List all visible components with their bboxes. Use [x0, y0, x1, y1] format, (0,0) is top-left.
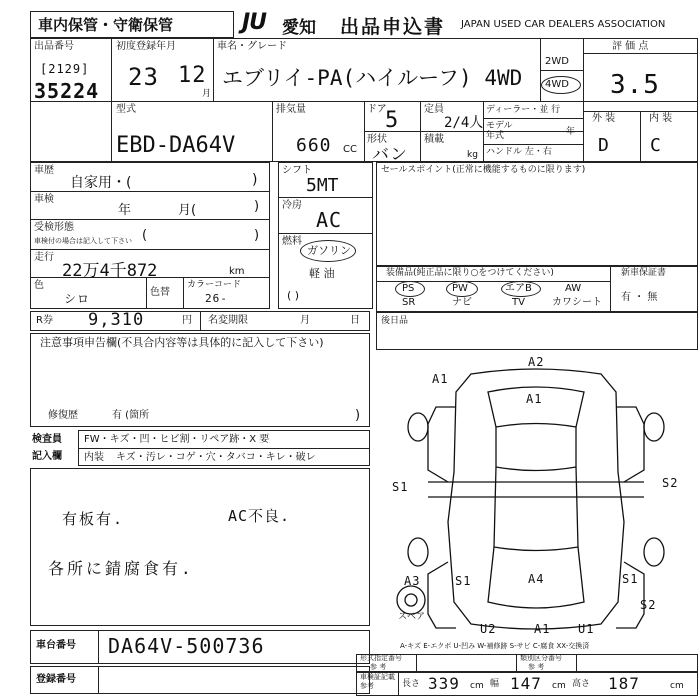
exterior-items: FW・キズ・凹・ヒビ割・リペア跡・X 要 — [84, 434, 270, 445]
year-unit: 年 — [566, 127, 576, 137]
warranty-label: 新車保証書 — [621, 268, 667, 278]
rename-label: 名変期限 — [208, 315, 248, 326]
history-close: ) — [252, 172, 258, 188]
interior-row-label: 内装 — [84, 452, 104, 463]
reg-no-frame — [30, 666, 370, 694]
listing-bracket: [2129] — [40, 62, 90, 76]
eq-tv: TV — [512, 297, 525, 308]
damage-mark: U2 — [480, 622, 497, 636]
damage-mark: A2 — [528, 355, 545, 369]
first-reg-year: 23 — [128, 63, 159, 91]
capacity-label: 定員 — [424, 104, 444, 115]
kg-unit: kg — [467, 150, 478, 160]
payload-label: 積載 — [424, 134, 444, 145]
association-name: JAPAN USED CAR DEALERS ASSOCIATION — [461, 19, 666, 30]
interior-items: キズ・汚レ・コゲ・穴・タバコ・キレ・破レ — [116, 452, 316, 463]
damage-mark: S1 — [455, 574, 472, 588]
displacement: 660 — [296, 135, 332, 156]
drive-2wd: 2WD — [545, 56, 569, 67]
ac: AC — [316, 208, 343, 232]
drive-4wd: 4WD — [545, 79, 569, 90]
length-label: 長さ — [402, 679, 421, 689]
damage-mark: S2 — [662, 476, 679, 490]
type-designation-label: 形式指定番号 — [360, 654, 402, 662]
damage-mark: S1 — [622, 572, 639, 586]
interior-label: 内 装 — [649, 113, 673, 124]
name-grade: エブリイ-PA(ハイルーフ) 4WD — [222, 66, 523, 90]
width-label: 幅 — [490, 679, 500, 689]
damage-mark: A1 — [432, 372, 449, 386]
mileage: 22万4千872 — [62, 261, 158, 281]
damage-mark: S2 — [640, 598, 657, 612]
length-unit: cm — [470, 681, 484, 691]
handle-label: ハンドル 左・右 — [486, 147, 552, 157]
shape-label: 形状 — [367, 134, 387, 145]
model-year-label: モデル 年式 — [486, 121, 513, 141]
category-label: 類別区分番号 — [520, 654, 562, 662]
mileage-label: 走行 — [34, 252, 54, 263]
paint-label: 色替 — [150, 287, 170, 298]
damage-mark: S1 — [392, 480, 409, 494]
exterior-label: 外 装 — [592, 113, 616, 124]
fuel-paren: ( ) — [287, 289, 300, 302]
rename-month: 月 — [300, 315, 310, 326]
damage-mark: A1 — [526, 392, 543, 406]
dealer-label: ディーラー・並 行 — [486, 105, 561, 115]
warranty-value: 有 ・ 無 — [621, 292, 658, 303]
sales-label: セールスポイント(正常に機能するものに限ります) — [381, 165, 586, 175]
back-seat-label: 後日品 — [381, 316, 409, 326]
dimensions-label: 車検証記載 参考 — [360, 673, 395, 690]
acceptance-label: 受検形態 — [34, 222, 74, 233]
org-name: 愛知 — [282, 18, 316, 38]
category-sub: 参 考 — [528, 663, 545, 671]
eq-kawa: カワシート — [552, 297, 602, 308]
damage-mark: A1 — [534, 622, 551, 636]
reg-no-label: 登録番号 — [36, 674, 76, 685]
history-label: 車歴 — [34, 165, 54, 176]
handwritten-area — [30, 468, 370, 626]
entry-label: 記入欄 — [32, 451, 62, 462]
recycle-label: R券 — [36, 315, 53, 326]
acceptance-open: ( — [142, 228, 148, 243]
eq-ps: PS — [402, 283, 415, 294]
eq-aw: AW — [565, 283, 582, 294]
color: シロ — [64, 292, 91, 306]
shift: 5MT — [306, 175, 339, 196]
damage-mark: A3 — [404, 574, 421, 588]
eq-navi: ナビ — [452, 297, 472, 308]
km-unit: km — [229, 266, 245, 277]
capacity: 2/4人 — [444, 115, 484, 131]
model: EBD-DA64V — [116, 133, 236, 158]
back-seat-frame — [376, 312, 698, 350]
length: 339 — [428, 674, 460, 693]
eq-pw: PW — [452, 283, 468, 294]
rename-day: 日 — [350, 315, 360, 326]
first-reg-month-unit: 月 — [202, 89, 212, 99]
inspection-close: ) — [254, 199, 260, 214]
recycle-amount: 9,310 — [88, 310, 145, 330]
history-value: 自家用・( — [70, 175, 132, 191]
yen-unit: 円 — [182, 315, 192, 326]
eq-sr: SR — [402, 297, 416, 308]
damage-mark: A4 — [528, 572, 545, 586]
interior-grade: C — [650, 135, 662, 156]
repair-close: ) — [355, 408, 361, 423]
ac-label: 冷房 — [282, 200, 302, 211]
color-code-label: カラーコード — [187, 280, 242, 290]
name-grade-label: 車名・グレード — [217, 41, 287, 52]
repair-value: 有 (箇所 — [112, 410, 150, 421]
exterior-grade: D — [598, 135, 610, 156]
listing-no-label: 出品番号 — [34, 41, 74, 52]
acceptance-note: 車検付の場合は記入して下さい — [34, 237, 132, 245]
storage-label: 車内保管・守衛保管 — [38, 16, 174, 34]
first-reg-label: 初度登録年月 — [116, 41, 176, 52]
displacement-label: 排気量 — [276, 104, 306, 115]
sales-frame — [376, 162, 698, 266]
height-unit: cm — [670, 681, 684, 691]
score-label: 評 価 点 — [612, 41, 649, 52]
damage-legend: A-キズ E-エクボ U-凹み W-補修跡 S-サビ C-腐食 XX-交換済 — [400, 642, 590, 650]
width-unit: cm — [552, 681, 566, 691]
ju-logo-text: JU — [242, 10, 267, 35]
model-label: 型式 — [116, 104, 136, 115]
chassis-label: 車台番号 — [36, 640, 76, 651]
ju-logo — [242, 10, 266, 35]
shift-label: シフト — [282, 165, 312, 176]
chassis: DA64V-500736 — [108, 634, 265, 658]
form-title: 出品申込書 — [340, 16, 446, 38]
inspection-month: 月( — [178, 203, 197, 218]
equipment-label: 装備品(純正品に限り○をつけてください) — [386, 268, 554, 278]
spare-label: スペア — [398, 612, 426, 622]
fuel-light-oil: 軽 油 — [309, 267, 335, 280]
hand-note-3: 各所に錆腐食有. — [48, 559, 194, 578]
acceptance-close: ) — [254, 228, 260, 243]
listing-no: 35224 — [34, 79, 100, 103]
inspection-year: 年 — [118, 203, 132, 218]
hand-note-1: 有板有. — [62, 510, 125, 528]
score: 3.5 — [610, 70, 660, 100]
cc-unit: CC — [343, 144, 357, 155]
shape: バン — [372, 145, 408, 165]
damage-mark: U1 — [578, 622, 595, 636]
height-label: 高さ — [572, 679, 591, 689]
color-label: 色 — [34, 280, 44, 291]
first-reg-month: 12 — [178, 63, 207, 88]
hand-note-2: AC不良. — [228, 507, 291, 525]
inspector-label: 検査員 — [32, 434, 62, 445]
fuel-gas: ガソリン — [307, 244, 351, 257]
height: 187 — [608, 674, 640, 693]
width: 147 — [510, 674, 542, 693]
notice-label: 注意事項申告欄(不具合内容等は具体的に記入して下さい) — [40, 336, 324, 349]
door: 5 — [385, 108, 400, 133]
repair-label: 修復歴 — [48, 410, 78, 421]
fuel-label: 燃料 — [282, 236, 302, 247]
door-label: ドア — [367, 104, 387, 115]
inspection-label: 車検 — [34, 194, 54, 205]
type-designation-sub: 参 考 — [370, 663, 387, 671]
color-code: 26- — [205, 292, 228, 305]
eq-ac: エアB — [505, 283, 532, 294]
